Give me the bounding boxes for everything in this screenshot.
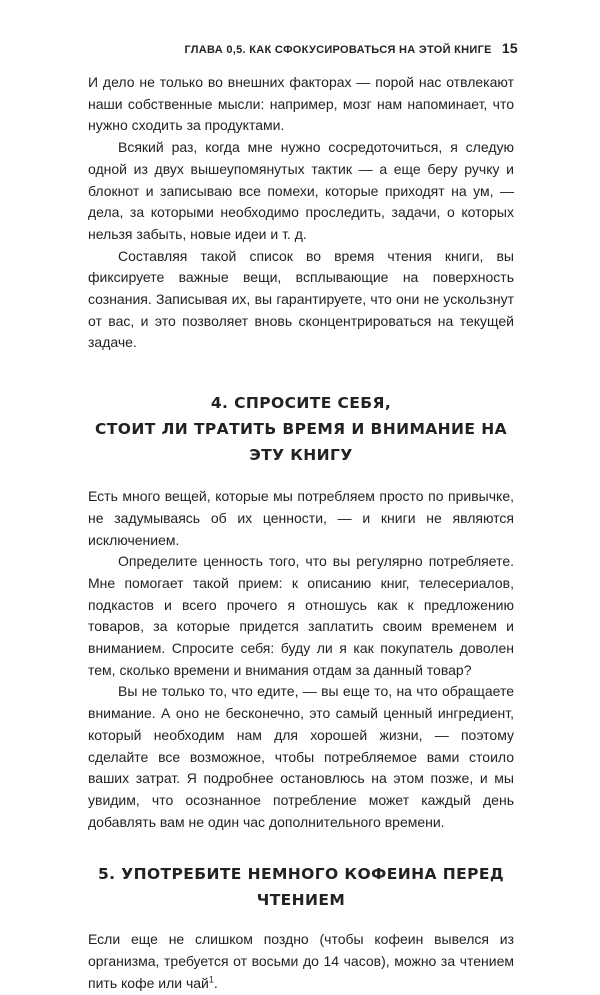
paragraph: И дело не только во внешних факторах — порой нас отвлекают наши собственные мысли: например, мозг нам напоминает, что нужно сходить за продуктами.	[88, 74, 514, 134]
paragraph: Составляя такой список во время чтения книги, вы фиксируете важные вещи, всплывающие на поверхность сознания. Записывая их, вы гарантируете, что они не ускользнут от вас, и это позволяет вновь сконцентрироваться на текущей задаче.	[88, 247, 514, 351]
running-title: ГЛАВА 0,5. КАК СФОКУСИРОВАТЬСЯ НА ЭТОЙ КНИГЕ	[184, 44, 492, 56]
section-heading-4-line1: 4. СПРОСИТЕ СЕБЯ,	[210, 394, 392, 413]
page-body	[88, 72, 514, 995]
section-heading-4	[88, 390, 514, 468]
paragraph: Всякий раз, когда мне нужно сосредоточиться, я следую одной из двух вышеупомянутых тактик — а еще беру ручку и блокнот и записываю все помехи, которые приходят на ум, — дела, за которыми необходимо проследить, задачи, о которых нельзя забыть, новые идеи и т. д.	[88, 139, 514, 242]
running-head	[185, 40, 518, 56]
paragraph-end: .	[213, 974, 218, 991]
paragraph: Есть много вещей, которые мы потребляем просто по привычке, не задумываясь об их ценности, — и книги не являются исключением.	[88, 488, 514, 548]
paragraph: Вы не только то, что едите, — вы еще то, на что обращаете внимание. А оно не бесконечно, это самый ценный ингредиент, который необходим нам для хорошей жизни, — поэтому сделайте все возможное, чтобы потребляемое вами стоило ваших затрат. Я подробнее остановлюсь на этом позже, и мы увидим, что осознанное потребление может каждый день добавлять вам не один час дополнительного времени.	[88, 683, 514, 830]
paragraph-text: Если еще не слишком поздно (чтобы кофеин вывелся из организма, требуется от восьми до 14 часов), можно за чтением пить кофе или чай	[88, 931, 514, 991]
section-heading-4-line2: СТОИТ ЛИ ТРАТИТЬ ВРЕМЯ И ВНИМАНИЕ НА ЭТУ КНИГУ	[95, 420, 507, 465]
paragraph-with-footnote	[88, 929, 514, 994]
footnote-marker[interactable]: 1	[208, 974, 214, 985]
page-number: 15	[501, 40, 518, 56]
section-heading-5: 5. УПОТРЕБИТЕ НЕМНОГО КОФЕИНА ПЕРЕД ЧТЕНИЕМ	[97, 865, 505, 910]
paragraph: Определите ценность того, что вы регулярно потребляете. Мне помогает такой прием: к описанию книг, телесериалов, подкастов и всего прочего я отношусь как к предложению товаров, за которые придется заплатить своим временем и вниманием. Спросите себя: буду ли я как покупатель доволен тем, сколько времени и внимания отдам за данный товар?	[88, 553, 514, 678]
